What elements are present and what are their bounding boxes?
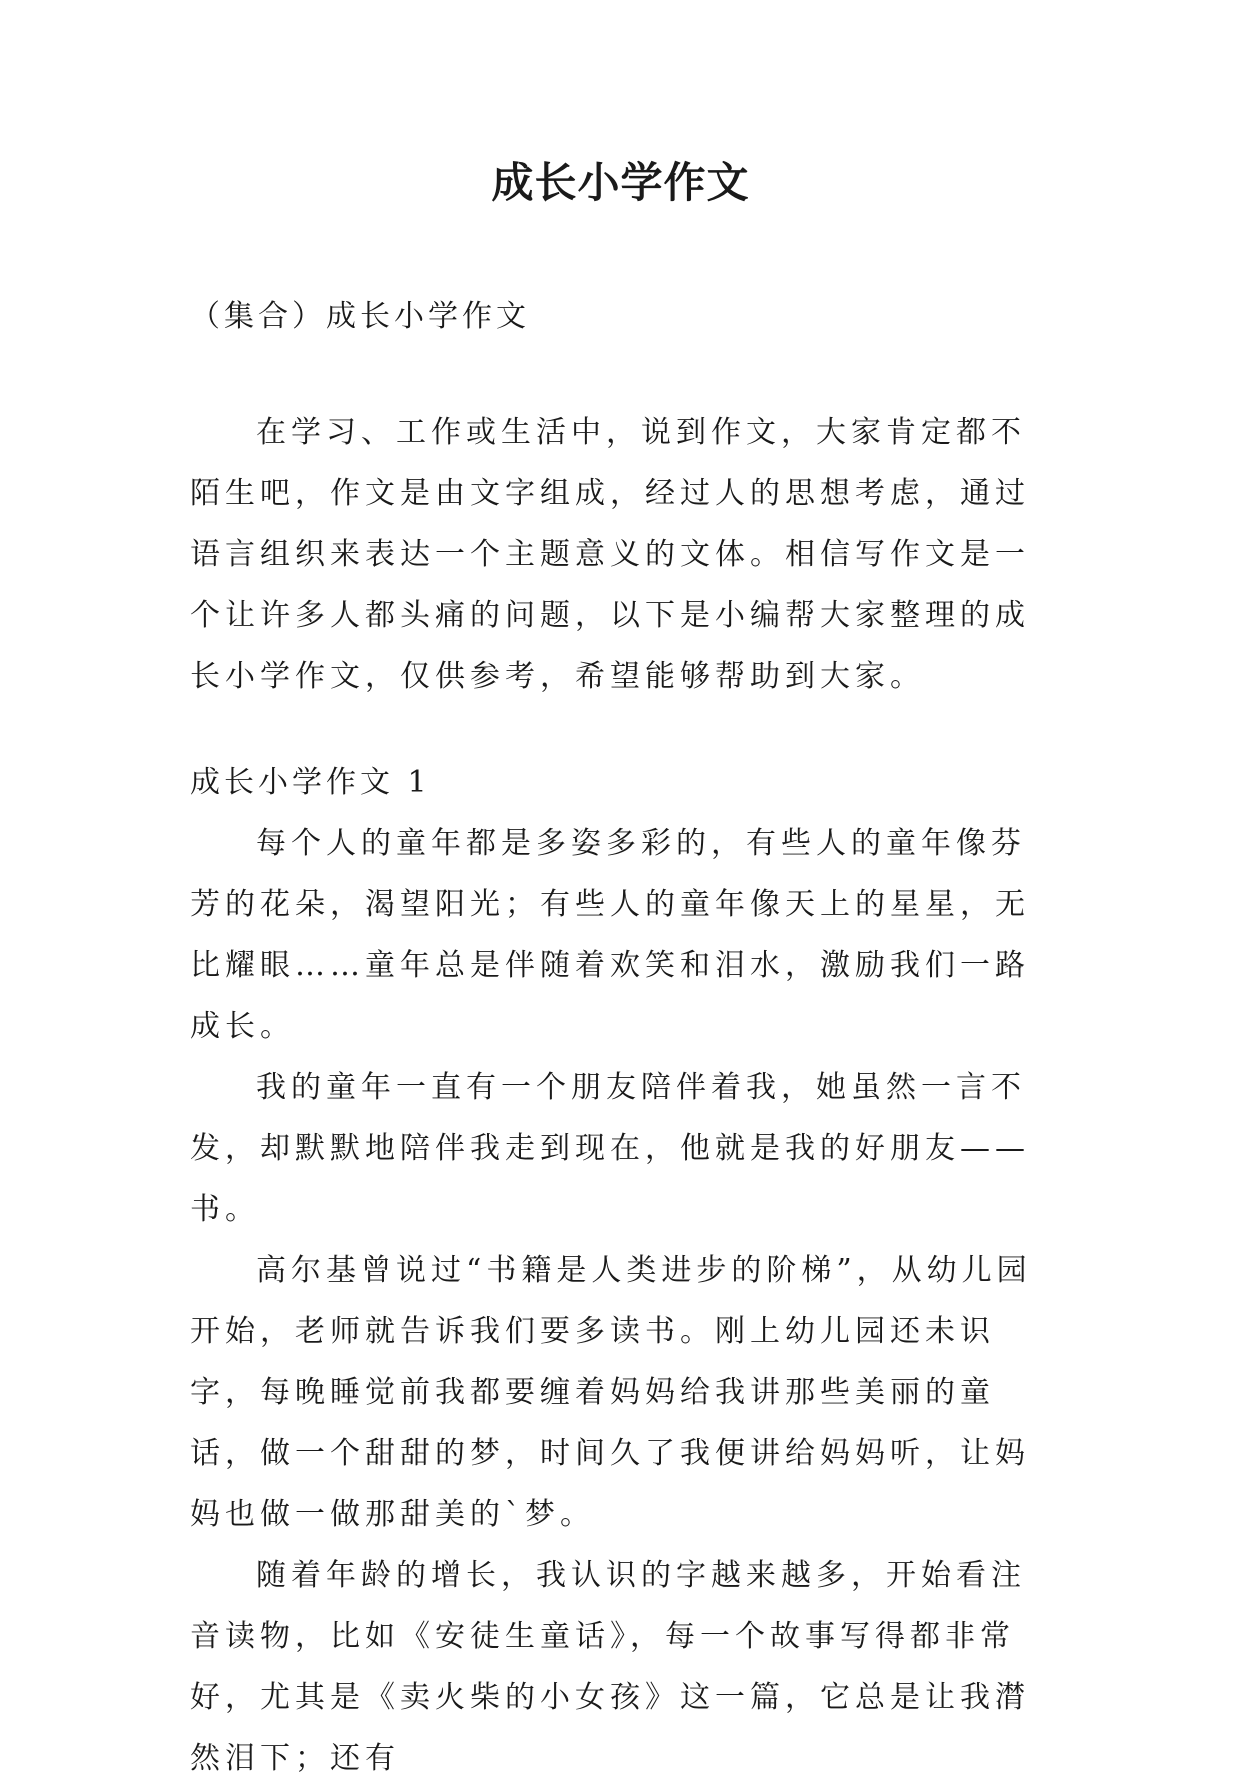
essay-paragraph: 每个人的童年都是多姿多彩的，有些人的童年像芬芳的花朵，渴望阳光；有些人的童年像天上的星星，无比耀眼……童年总是伴随着欢笑和泪水，激励我们一路成长。: [190, 826, 1030, 1044]
intro-paragraph: 在学习、工作或生活中，说到作文，大家肯定都不陌生吧，作文是由文字组成，经过人的思想考虑，通过语言组织来表达一个主题意义的文体。相信写作文是一个让许多人都头痛的问题，以下是小编帮大家整理的成长小学作文，仅供参考，希望能够帮助到大家。: [190, 415, 1030, 694]
document-subtitle: （集合）成长小学作文: [190, 299, 530, 334]
essay-paragraph: 我的童年一直有一个朋友陪伴着我，她虽然一言不发，却默默地陪伴我走到现在，他就是我的好朋友——书。: [190, 1070, 1030, 1227]
essay-paragraph: 高尔基曾说过“书籍是人类进步的阶梯”，从幼儿园开始，老师就告诉我们要多读书。刚上幼儿园还未识字，每晚睡觉前我都要缠着妈妈给我讲那些美丽的童话，做一个甜甜的梦，时间久了我便讲给妈妈听，让妈妈也做一做那甜美的`梦。: [190, 1253, 1032, 1532]
section-heading: 成长小学作文 1: [190, 765, 431, 800]
essay-paragraph: 随着年龄的增长，我认识的字越来越多，开始看注音读物，比如《安徒生童话》，每一个故事写得都非常好，尤其是《卖火柴的小女孩》这一篇，它总是让我潸然泪下；还有: [190, 1558, 1030, 1776]
document-title: 成长小学作文: [491, 158, 750, 207]
essay-body: [190, 813, 1060, 1789]
